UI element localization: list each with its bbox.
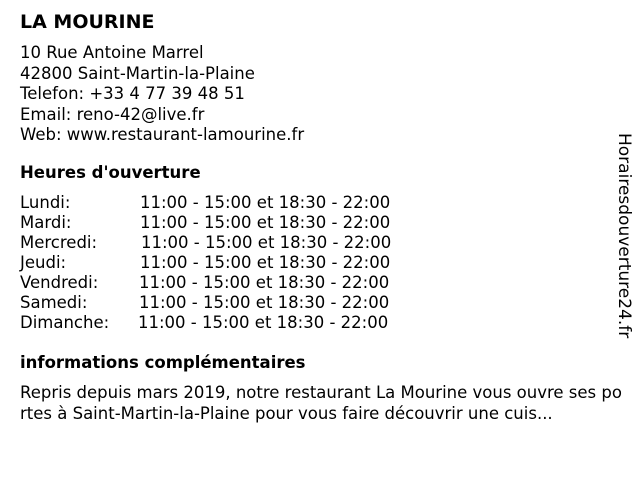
day-label: Lundi: [20, 193, 71, 212]
business-name: LA MOURINE [20, 11, 155, 33]
time-range: 11:00 - 15:00 et 18:30 - 22:00 [139, 293, 390, 312]
time-range: 11:00 - 15:00 et 18:30 - 22:00 [141, 233, 392, 252]
time-range: 11:00 - 15:00 et 18:30 - 22:00 [139, 273, 390, 292]
day-label: Jeudi: [20, 253, 67, 272]
web-line: Web: www.restaurant-lamourine.fr [20, 125, 305, 144]
address-block [20, 43, 304, 146]
day-label: Mardi: [20, 213, 72, 232]
hours-row-sunday [20, 313, 440, 333]
day-label: Samedi: [20, 293, 88, 312]
hours-row-friday [20, 273, 440, 293]
postal-city: 42800 Saint-Martin-la-Plaine [20, 63, 255, 83]
day-label: Mercredi: [20, 233, 98, 252]
hours-table [20, 193, 440, 333]
hours-heading: Heures d'ouverture [20, 163, 201, 182]
time-range: 11:00 - 15:00 et 18:30 - 22:00 [140, 193, 391, 212]
day-label: Dimanche: [20, 313, 110, 332]
street-address: 10 Rue Antoine Marrel [20, 43, 204, 62]
email-line: Email: reno-42@live.fr [20, 104, 205, 124]
hours-row-saturday [20, 293, 440, 313]
hours-row-thursday [20, 253, 440, 273]
site-watermark: Horairesdouverture24.fr [614, 133, 634, 339]
info-heading: informations complémentaires [20, 353, 306, 372]
time-range: 11:00 - 15:00 et 18:30 - 22:00 [140, 213, 391, 232]
info-description: Repris depuis mars 2019, notre restaurant La Mourine vous ouvre ses portes à Saint-Martin-la-Plaine pour vous faire découvrir une cuis... [20, 383, 622, 423]
hours-row-tuesday [20, 213, 440, 233]
day-label: Vendredi: [20, 273, 99, 292]
hours-row-wednesday [20, 233, 440, 253]
hours-row-monday [20, 193, 440, 213]
time-range: 11:00 - 15:00 et 18:30 - 22:00 [138, 313, 389, 332]
phone-line: Telefon: +33 4 77 39 48 51 [20, 84, 245, 103]
time-range: 11:00 - 15:00 et 18:30 - 22:00 [140, 253, 391, 272]
